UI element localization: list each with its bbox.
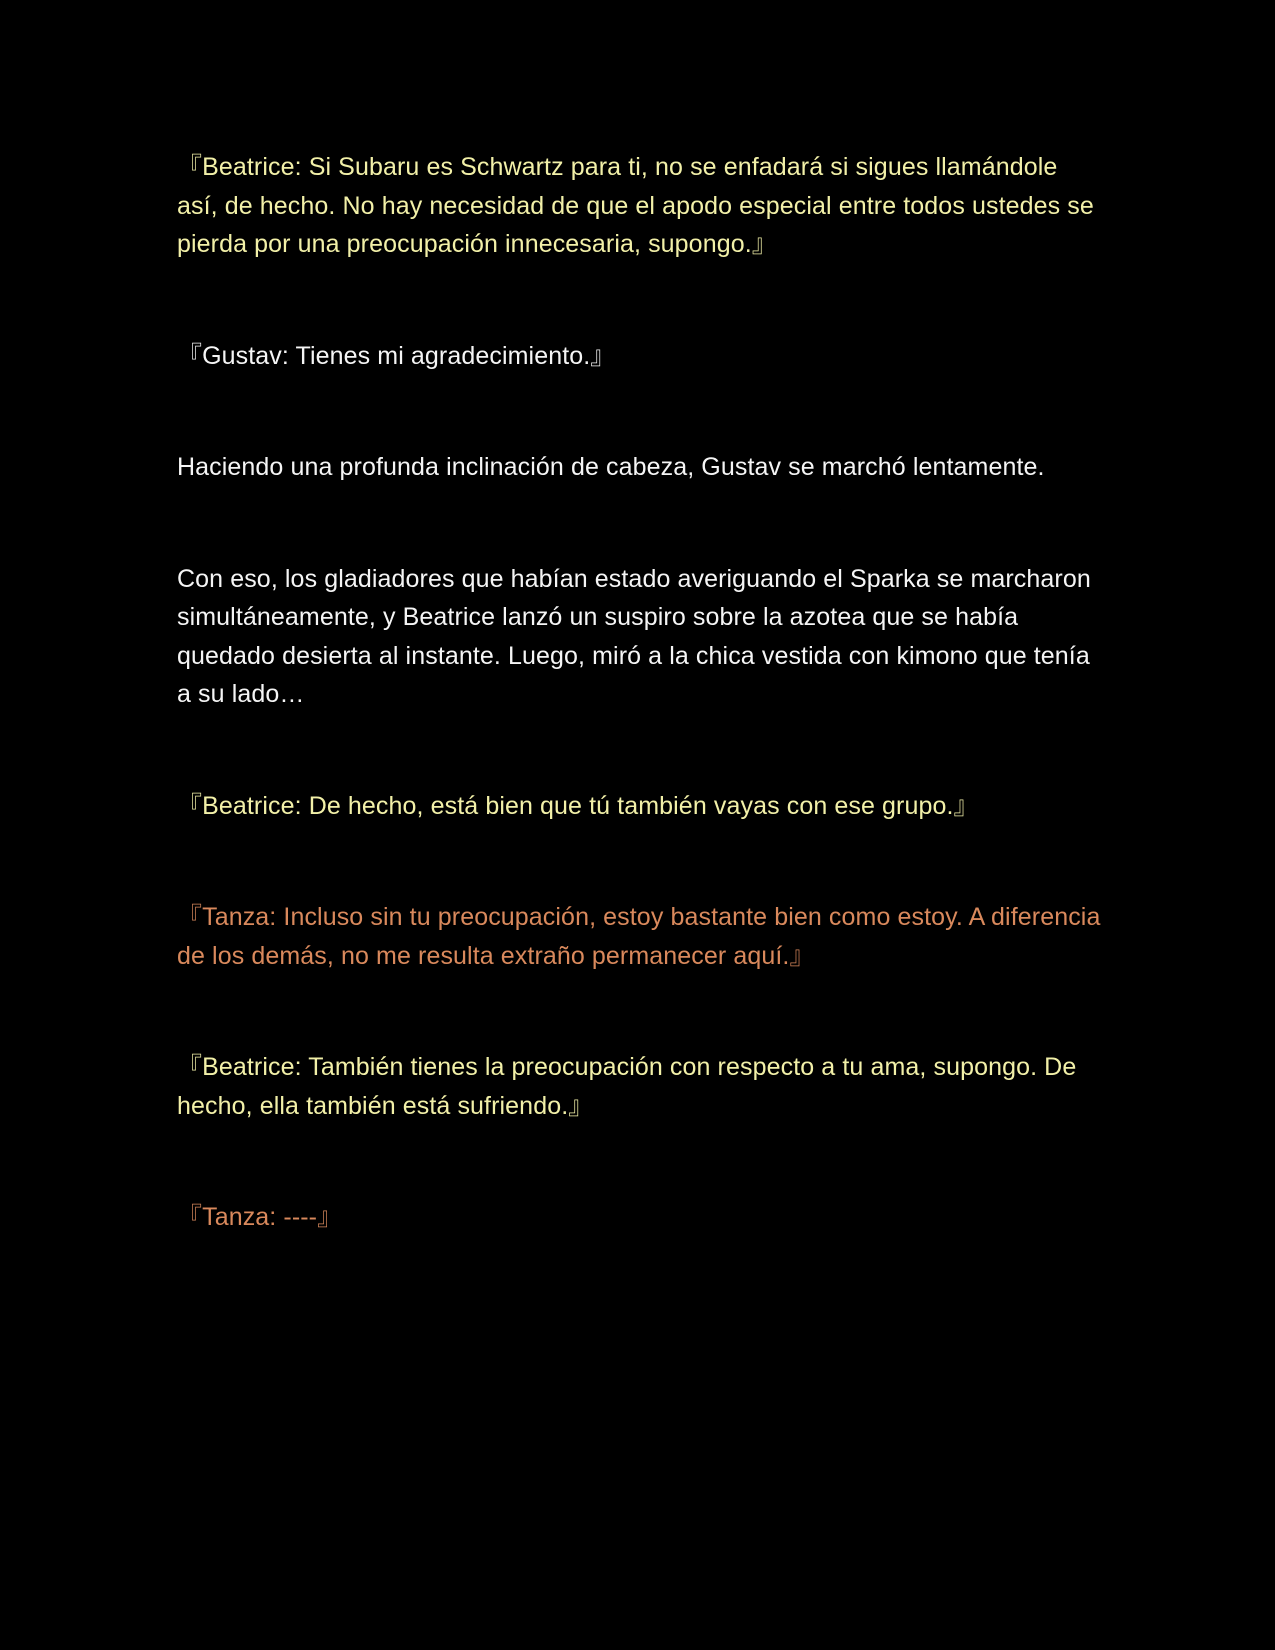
narration-1: Haciendo una profunda inclinación de cabeza, Gustav se marchó lentamente. <box>177 453 1045 481</box>
dialogue-tanza-2: 『Tanza: ----』 <box>177 1203 343 1231</box>
dialogue-tanza-1: 『Tanza: Incluso sin tu preocupación, estoy bastante bien como estoy. A diferencia de los demás, no me resulta extraño permanecer aquí.』 <box>177 903 1101 970</box>
narration-2: Con eso, los gladiadores que habían estado averiguando el Sparka se marcharon simultáneamente, y Beatrice lanzó un suspiro sobre la azotea que se había quedado desierta al instante. Luego, miró a la chica vestida con kimono que tenía a su lado… <box>177 564 1091 708</box>
dialogue-gustav-1: 『Gustav: Tienes mi agradecimiento.』 <box>177 341 616 370</box>
dialogue-beatrice-2: 『Beatrice: De hecho, está bien que tú también vayas con ese grupo.』 <box>177 791 979 820</box>
dialogue-beatrice-1: 『Beatrice: Si Subaru es Schwartz para ti, no se enfadará si sigues llamándole así, de hecho. No hay necesidad de que el apodo especial entre todos ustedes se pierda por una preocupación innecesaria, supongo.』 <box>177 153 1094 258</box>
dialogue-beatrice-3: 『Beatrice: También tienes la preocupación con respecto a tu ama, supongo. De hecho, ella también está sufriendo.』 <box>177 1053 1077 1120</box>
document-page <box>177 148 1102 1237</box>
